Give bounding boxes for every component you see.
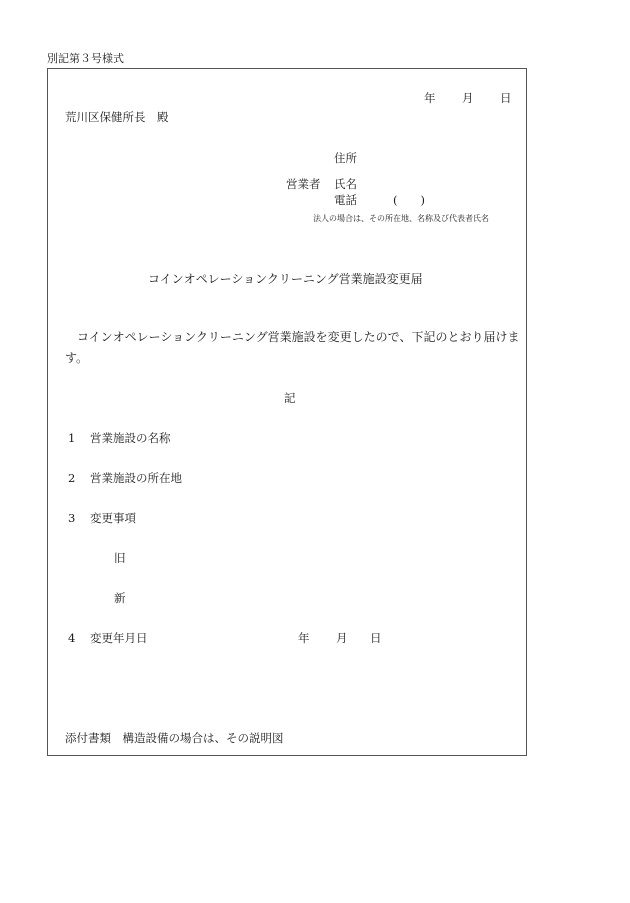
change-month: 月 [336,631,348,645]
item-label: 変更事項 [90,511,136,525]
item-change-date [68,633,148,645]
phone-label: 電話 [334,193,357,207]
name-label: 氏名 [334,177,357,191]
item-facility-location [68,473,182,485]
change-year: 年 [298,631,310,645]
item-number: 2 [68,471,76,485]
date-year: 年 [424,91,436,105]
applicant-header: 営業者 [286,177,321,191]
item-label: 営業施設の所在地 [90,471,182,485]
item-number: 4 [68,631,76,645]
corporate-note: 法人の場合は、その所在地、名称及び代表者氏名 [313,214,489,223]
addressee: 荒川区保健所長 殿 [65,110,169,124]
submission-date [424,93,512,105]
form-label: 別記第３号様式 [47,52,124,65]
address-label: 住所 [334,151,357,165]
date-month: 月 [462,91,474,105]
item-number: 3 [68,511,76,525]
date-day: 日 [500,91,512,105]
ki-heading: 記 [284,391,296,405]
item-label: 営業施設の名称 [90,431,171,445]
form-box [47,68,527,756]
item-facility-name [68,433,171,445]
attachments-note: 添付書類 構造設備の場合は、その説明図 [65,731,284,745]
change-old: 旧 [114,551,126,565]
change-date-fields [298,633,382,645]
item-change-details [68,513,136,525]
item-label: 変更年月日 [90,631,148,645]
document-title: コインオペレーションクリーニング営業施設変更届 [148,272,423,286]
change-new: 新 [114,591,126,605]
change-day: 日 [370,631,382,645]
body-text: コインオペレーションクリーニング営業施設を変更したので、下記のとおり届けます。 [65,330,520,365]
item-number: 1 [68,431,76,445]
phone-parens: ( ) [393,193,425,207]
